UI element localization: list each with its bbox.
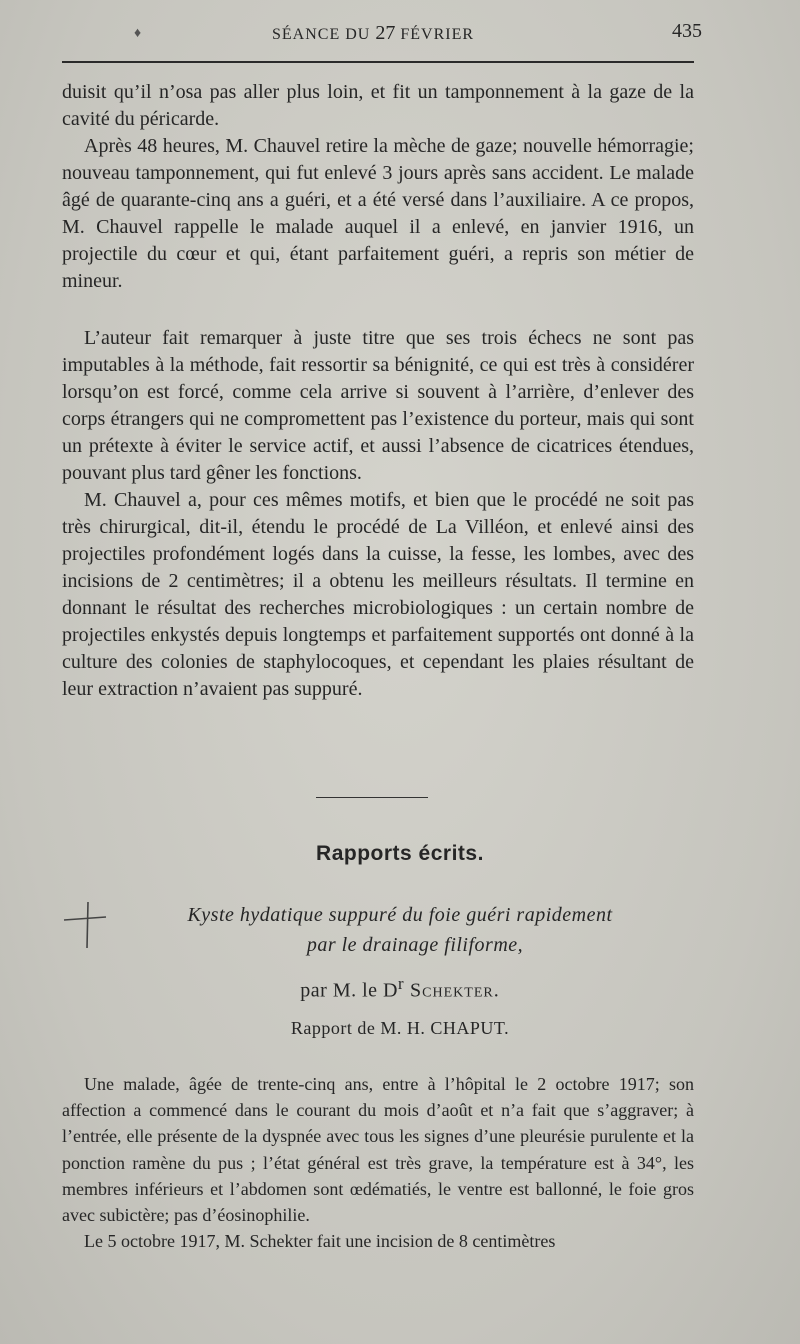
article-title-line: Kyste hydatique suppuré du foie guéri rapidement [187,904,613,926]
section-divider [316,797,428,798]
page-number: 435 [672,20,702,42]
paragraph: L’auteur fait remarquer à juste titre que ses trois échecs ne sont pas imputables à la méthode, fait ressortir sa bénignité, ce qui est très à considérer lorsqu’on est forcé, comme cela arrive si souvent à l’arrière, d’enlever des corps étrangers qui ne compromettent pas l’existence du porteur, mais qui sont un prétexte à éviter le service actif, et aussi l’absence de cicatrices étendues, pouvant plus tard gêner les fonctions. [62,327,694,484]
paragraph: Une malade, âgée de trente-cinq ans, entre à l’hôpital le 2 octobre 1917; son affection a commencé dans le courant du mois d’août et n’a fait que s’aggraver; à l’entrée, elle présente de la dyspnée avec tous les signes d’une pleurésie purulente et la ponction ramène du pus ; l’état général est très grave, la température est à 34°, les membres inférieurs et l’abdomen sont œdématiés, le ventre est ballonné, le foie gros avec subictère; pas d’éosinophilie. [62,1074,694,1226]
paragraph: Le 5 octobre 1917, M. Schekter fait une incision de 8 centimètres [84,1231,556,1252]
ink-mark: ♦ [134,26,143,41]
section-title: Rapports écrits. [316,842,484,865]
text-section-2 [62,325,694,703]
text-section-1 [62,79,694,295]
paragraph: Après 48 heures, M. Chauvel retire la mèche de gaze; nouvelle hémorragie; nouveau tamponnement, qui fut enlevé 3 jours après sans accident. Le malade âgé de quarante-cinq ans a guéri, et a été versé dans l’auxiliaire. A ce propos, M. Chauvel rappelle le malade auquel il a enlevé, en janvier 1916, un projectile du cœur et qui, étant parfaitement guéri, a repris son métier de mineur. [62,135,694,292]
paragraph: M. Chauvel a, pour ces mêmes motifs, et bien que le procédé ne soit pas très chirurgical, dit-il, étendu le procédé de La Villéon, et enlevé ainsi des projectiles profondément logés dans la cuisse, la fesse, les lombes, avec des incisions de 2 centimètres; il a obtenu les meilleurs résultats. Il termine en donnant le résultat des recherches microbiologiques : un certain nombre de projectiles enkystés depuis longtemps et parfaitement supportés ont donné à la culture des colonies de staphylocoques, et cependant les plaies résultant de leur extraction n’avaient pas suppuré. [62,489,694,700]
paragraph: duisit qu’il n’osa pas aller plus loin, et fit un tamponnement à la gaze de la cavité du péricarde. [62,81,694,130]
running-head: SÉANCE DU 27 FÉVRIER [272,22,475,44]
report-text [62,1071,694,1254]
article-title-line: par le drainage filiforme, [306,934,524,956]
report-byline: Rapport de M. H. CHAPUT. [290,1018,510,1038]
article-author: par M. le $D^r$ Schekter. [300,974,500,1002]
header-rule [62,61,694,63]
page-header [62,20,702,48]
article-title [0,900,800,960]
